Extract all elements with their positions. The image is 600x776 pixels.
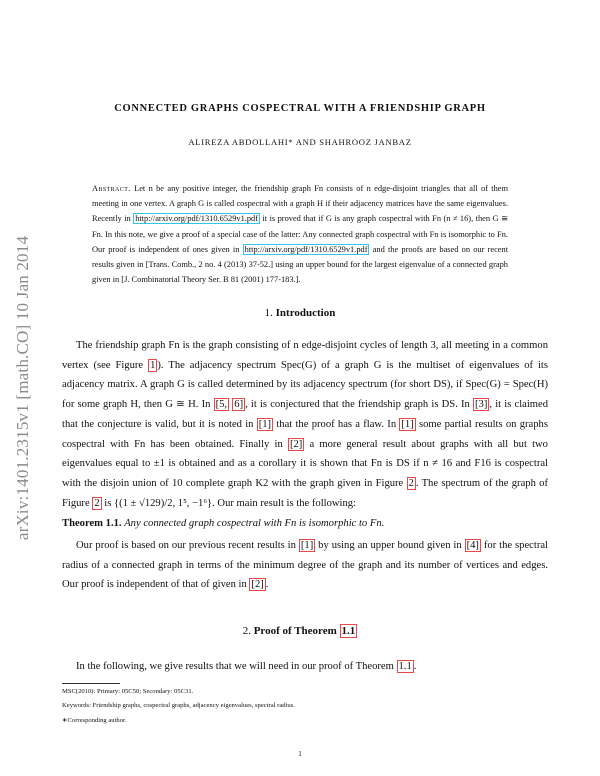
footnotes (62, 685, 542, 728)
abstract-label: Abstract. (92, 184, 131, 193)
intro-text: ). The adjacency spectrum Spec(G) of a graph G is the multiset of eigenvalues of its adjacency matrix. A graph G is called determined by its adjacency spectrum (for short DS), if Spec(G) = Spec(H) for some graph H, then G ≅ H. In (62, 359, 548, 411)
citation-1[interactable]: [1] (300, 540, 314, 552)
citation-6[interactable]: 6] (234, 399, 244, 411)
main-body (62, 336, 548, 595)
theorem-ref[interactable]: 1.1 (398, 661, 412, 672)
theorem-1-1 (62, 514, 548, 534)
citation-3[interactable]: [3] (475, 399, 488, 411)
arxiv-identifier: arXiv:1401.2315v1 [math.CO] 10 Jan 2014 (13, 235, 32, 541)
figure-2-ref[interactable]: 2 (94, 497, 100, 509)
intro-text: The friendship graph Fn is the graph consisting of n edge-disjoint cycles of length 3, all meeting in a common vertex (see Figure (62, 340, 548, 371)
intro-text: . The spectrum of the graph of Figure (62, 477, 548, 509)
footnote-keywords: Keywords: Friendship graphs, cospectral graphs, adjacency eigenvalues, spectral radius. (62, 702, 295, 710)
figure-1-ref[interactable]: 1 (150, 359, 156, 371)
abstract (92, 181, 508, 287)
abstract-text-1: Let n be any positive integer, the friendship graph Fn consists of n edge-disjoint triangles that all of them meeting in one vertex. A graph G is called cospectral with a graph H if their adjacency matrices have the same eigenvalues. Recently in (92, 184, 509, 224)
citation-2[interactable]: [2] (289, 438, 303, 450)
abstract-text-3: and the proofs are based on our recent results given in [Trans. Comb., 2 no. 4 (2013) 37-52.] using an upper bound for the largest eigenvalue of a connected graph given in [J. Combinatorial Theory Ser. B 81 (2001) 177-183.]. (92, 244, 509, 285)
section-2-title: Proof of Theorem (253, 625, 337, 637)
theorem-ref[interactable]: 1.1 (341, 625, 356, 637)
abstract-text-2: it is proved that if G is any graph cospectral with Fn (n ≠ 16), then G ≅ Fn. In this note, we give a proof of a special case of the latter: Any connected graph cospectral with Fn is isomorphic to Fn. Our proof is independent of ones given in (92, 214, 509, 254)
footnote-corresponding: ∗Corresponding author. (62, 716, 127, 724)
section-2-number: 2. (242, 625, 251, 637)
citation-1[interactable]: [1] (401, 418, 414, 430)
section-2-heading (60, 625, 540, 637)
page-number: 1 (298, 750, 302, 758)
intro-text: a more general result about graphs with all but two eigenvalues equal to ±1 is obtained and as a corollary it is shown that Fn is DS if n ≠ 16 and F16 is cospectral with the disjoin union of 10 complete graph K2 with the graph given in Figure (62, 438, 548, 489)
paragraph-text: In the following, we give results that we will need in our proof of Theorem (76, 661, 394, 672)
citation-1[interactable]: [1] (258, 418, 272, 430)
section-2-body (62, 657, 548, 677)
paragraph-text: by using an upper bound given in (318, 540, 462, 552)
citation-5[interactable]: [5, (215, 399, 228, 411)
section-1-title: Introduction (275, 307, 336, 319)
paper-authors: ALIREZA ABDOLLAHI* AND SHAHROOZ JANBAZ (188, 137, 412, 147)
paper-title: CONNECTED GRAPHS COSPECTRAL WITH A FRIENDSHIP GRAPH (114, 103, 486, 114)
paragraph-text: . (265, 579, 269, 591)
citation-2[interactable]: [2] (251, 579, 264, 591)
proof-overview-paragraph (62, 536, 548, 595)
paragraph-text: . (413, 661, 417, 672)
intro-text: that the proof has a flaw. In (276, 418, 397, 430)
citation-4[interactable]: [4] (466, 540, 479, 552)
section-2-paragraph (62, 657, 548, 677)
intro-text: some partial results on graphs cospectral with Fn has been obtained. Finally in (62, 418, 548, 450)
intro-text: , it is claimed that the conjecture is valid, but it is noted in (62, 399, 549, 430)
paragraph-text: for the spectral radius of a connected graph in terms of the minimum degree of the graph and its number of vertices and edges. Our proof is independent of that of given in (62, 540, 548, 591)
arxiv-link-1[interactable]: http://arxiv.org/pdf/1310.6529v1.pdf (135, 214, 259, 224)
arxiv-sidebar (6, 178, 40, 598)
section-1-heading (60, 307, 540, 319)
intro-text: , it is conjectured that the friendship graph is DS. In (245, 399, 470, 411)
theorem-label: Theorem 1.1. (62, 518, 122, 530)
theorem-statement: Any connected graph cospectral with Fn is isomorphic to Fn. (124, 518, 385, 530)
paragraph-text: Our proof is based on our previous recent results in (76, 540, 296, 552)
intro-paragraph (62, 336, 548, 513)
section-1-number: 1. (264, 307, 273, 319)
intro-text: is {(1 ± √129)/2, 1⁵, −1⁶}. Our main result is the following: (104, 497, 357, 509)
arxiv-link-2[interactable]: http://arxiv.org/pdf/1310.6529v1.pdf (244, 244, 368, 254)
figure-2-ref[interactable]: 2 (408, 477, 414, 489)
footnote-rule (62, 683, 120, 684)
footnote-msc: MSC(2010): Primary: 05C50; Secondary: 05C31. (62, 688, 194, 695)
